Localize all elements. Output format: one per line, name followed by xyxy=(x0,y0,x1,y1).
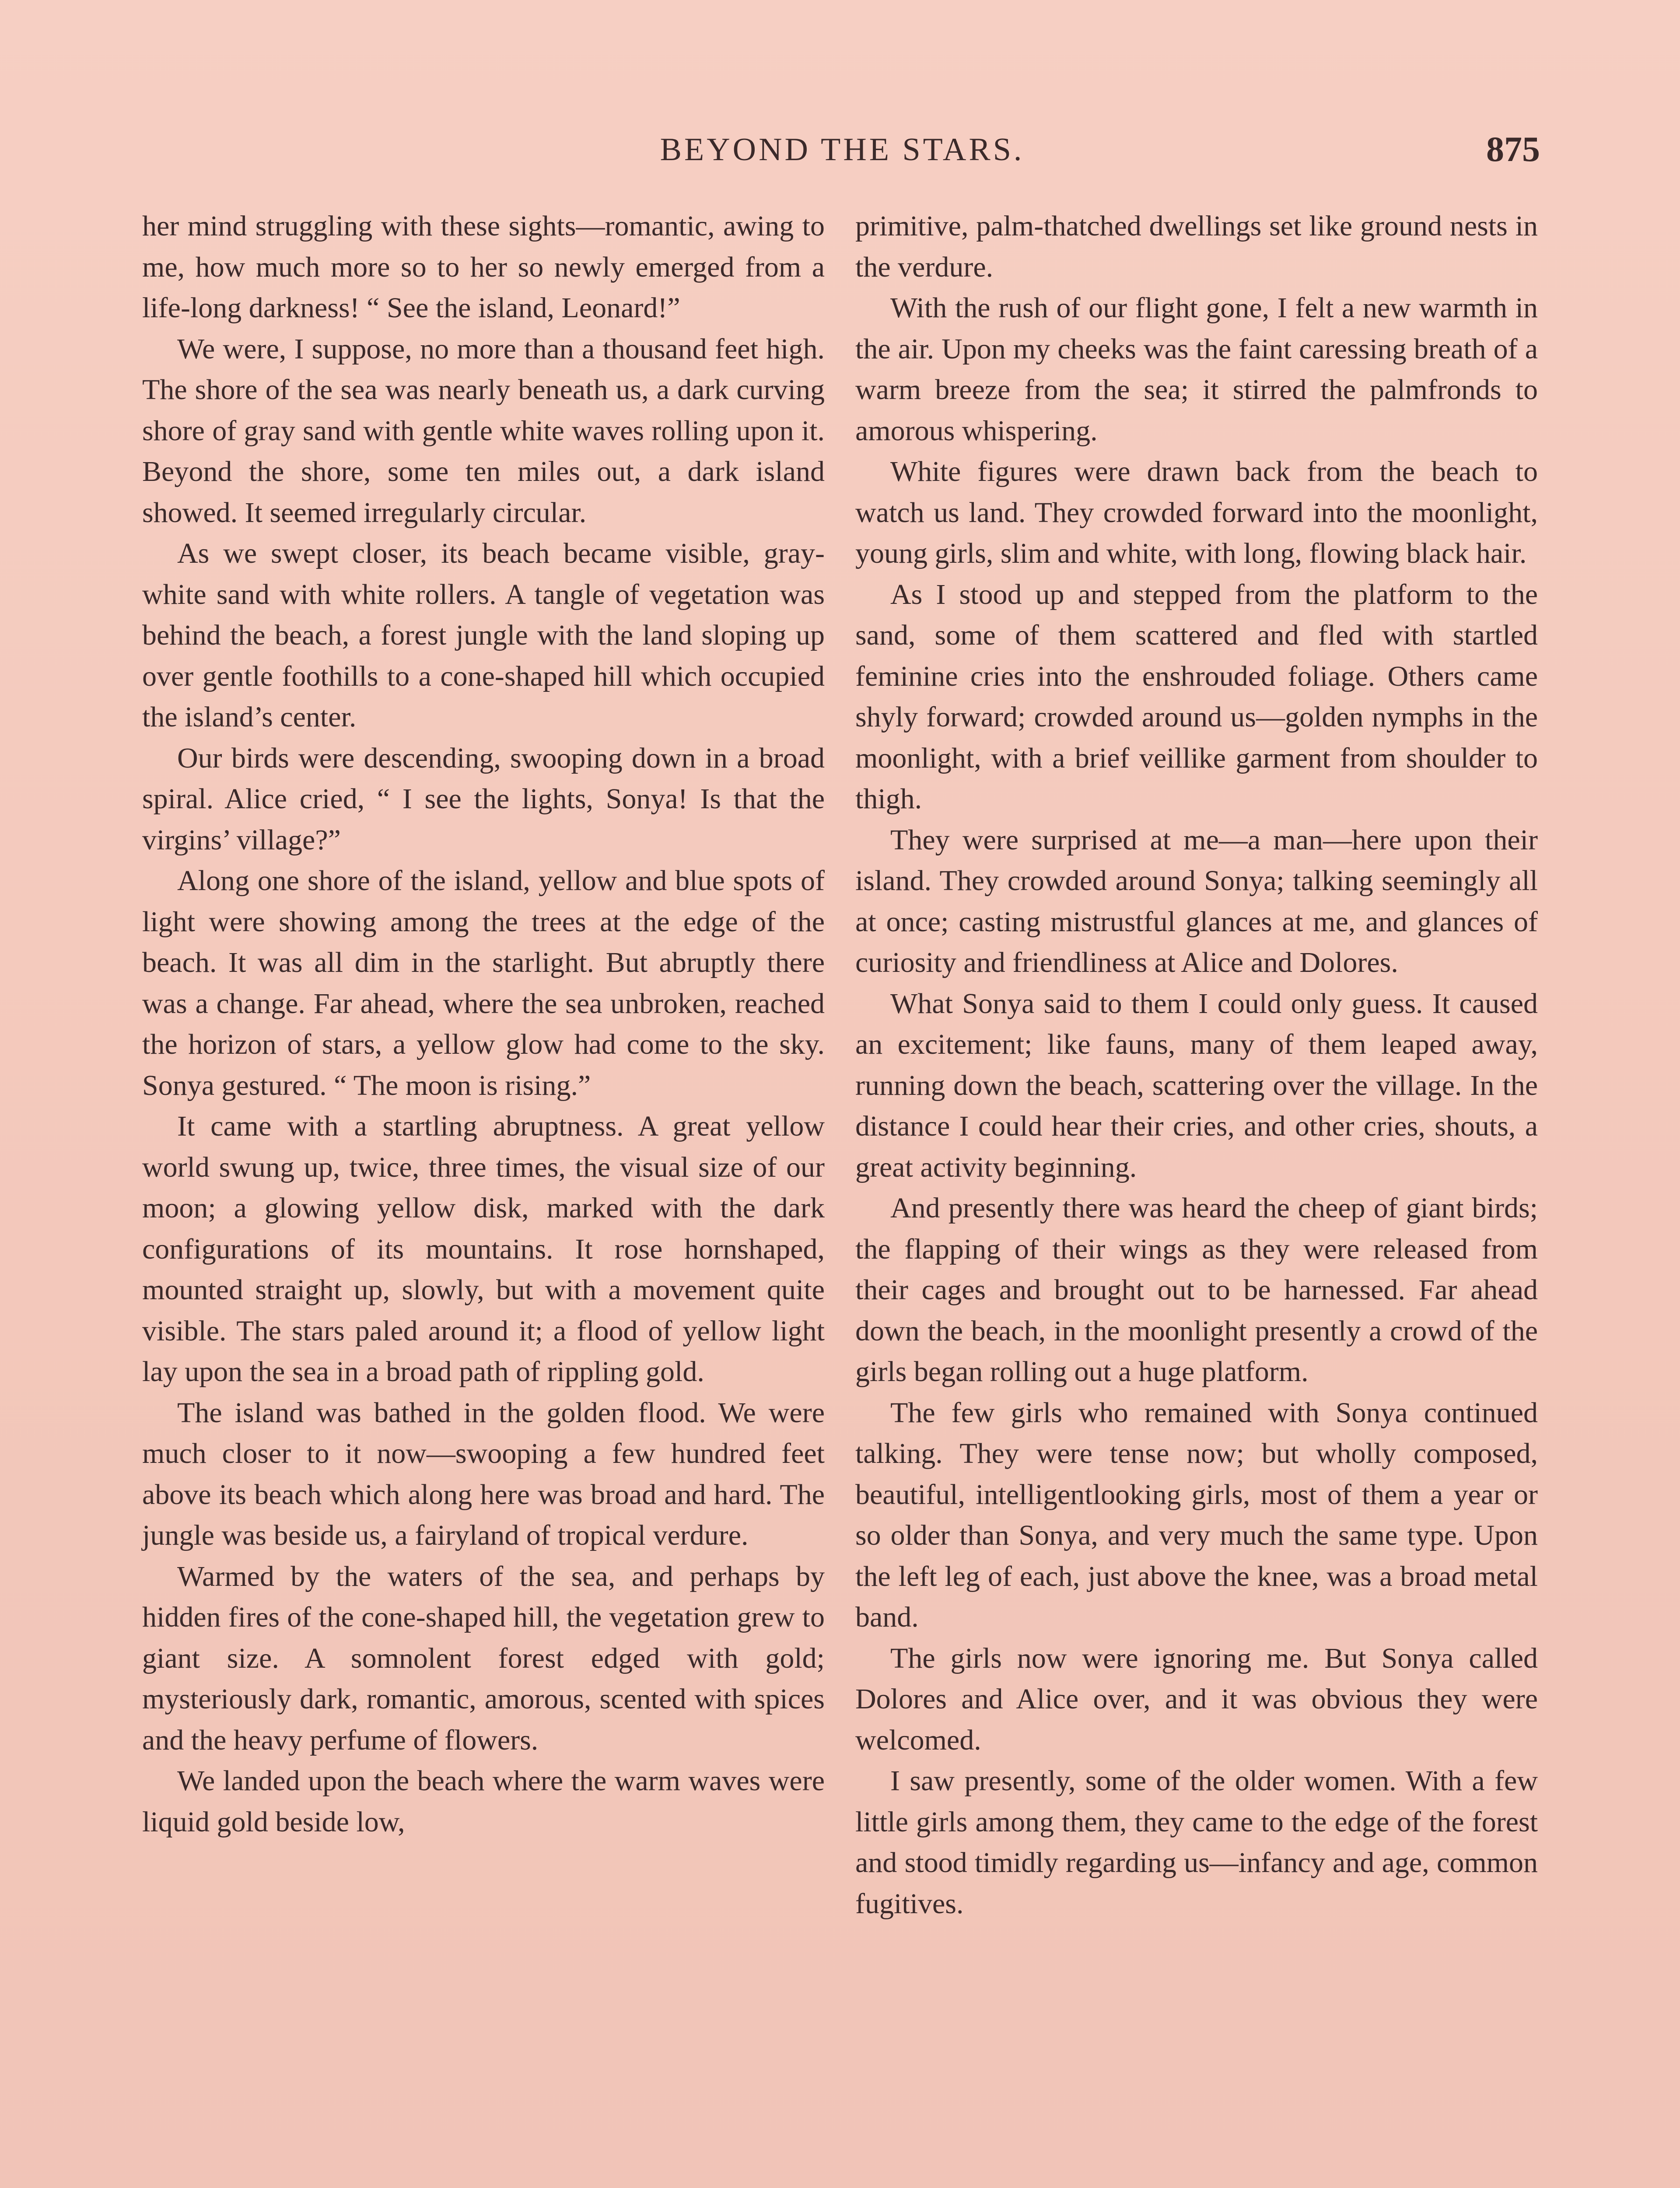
right-column xyxy=(855,206,1538,1924)
paragraph: They were surprised at me—a man—here upon their island. They crowded around Sonya; talking seemingly all at once; casting mistrustful glances at me, and glances of curiosity and friendliness at Alice and Dolores. xyxy=(855,824,1538,978)
paragraph: And presently there was heard the cheep of giant birds; the flapping of their wings as they were released from their cages and brought out to be harnessed. Far ahead down the beach, in the moonlight presently a crowd of the girls began rolling out a huge platform. xyxy=(855,1192,1538,1388)
paragraph: The island was bathed in the golden flood. We were much closer to it now—swooping a few hundred feet above its beach which along here was broad and hard. The jungle was beside us, a fairyland of tropical verdure. xyxy=(142,1396,825,1551)
paragraph: We were, I suppose, no more than a thousand feet high. The shore of the sea was nearly beneath us, a dark curving shore of gray sand with gentle white waves rolling upon it. Beyond the shore, some ten miles out, a dark island showed. It seemed irregularly circular. xyxy=(142,333,825,529)
page-header xyxy=(144,131,1540,179)
paragraph: Warmed by the waters of the sea, and perhaps by hidden fires of the cone-shaped hill, the vegetation grew to giant size. A somnolent forest edged with gold; mysteriously dark, romantic, amorous, scented with spices and the heavy perfume of flowers. xyxy=(142,1560,825,1756)
running-title: BEYOND THE STARS. xyxy=(660,132,1025,168)
page-number: 875 xyxy=(1486,129,1540,169)
paragraph: What Sonya said to them I could only guess. It caused an excitement; like fauns, many of them leaped away, running down the beach, scattering over the village. In the distance I could hear their cries, and other cries, shouts, a great activity beginning. xyxy=(855,987,1538,1183)
paragraph: her mind struggling with these sights—romantic, awing to me, how much more so to her so newly emerged from a life-long darkness! “ See the island, Leonard!” xyxy=(142,210,825,324)
paragraph: The girls now were ignoring me. But Sonya called Dolores and Alice over, and it was obvious they were welcomed. xyxy=(855,1642,1538,1756)
paragraph: The few girls who remained with Sonya continued talking. They were tense now; but wholly composed, beautiful, intelligentlooking girls, most of them a year or so older than Sonya, and very much the same type. Upon the left leg of each, just above the knee, was a broad metal band. xyxy=(855,1396,1538,1633)
paragraph: It came with a startling abruptness. A great yellow world swung up, twice, three times, the visual size of our moon; a glowing yellow disk, marked with the dark configurations of its mountains. It rose hornshaped, mounted straight up, slowly, but with a movement quite visible. The stars paled around it; a flood of yellow light lay upon the sea in a broad path of rippling gold. xyxy=(142,1110,825,1388)
paragraph: With the rush of our flight gone, I felt a new warmth in the air. Upon my cheeks was the faint caressing breath of a warm breeze from the sea; it stirred the palmfronds to amorous whispering. xyxy=(855,292,1538,447)
paragraph: As we swept closer, its beach became visible, gray-white sand with white rollers. A tangle of vegetation was behind the beach, a forest jungle with the land sloping up over gentle foothills to a cone-shaped hill which occupied the island’s center. xyxy=(142,537,825,733)
left-column xyxy=(142,206,825,1842)
paragraph: Our birds were descending, swooping down in a broad spiral. Alice cried, “ I see the lights, Sonya! Is that the virgins’ village?” xyxy=(142,742,825,856)
paragraph: White figures were drawn back from the beach to watch us land. They crowded forward into the moonlight, young girls, slim and white, with long, flowing black hair. xyxy=(855,456,1538,569)
paragraph: As I stood up and stepped from the platform to the sand, some of them scattered and fled with startled feminine cries into the enshrouded foliage. Others came shyly forward; crowded around us—golden nymphs in the moonlight, with a brief veillike garment from shoulder to thigh. xyxy=(855,578,1538,815)
paragraph: I saw presently, some of the older women. With a few little girls among them, they came to the edge of the forest and stood timidly regarding us—infancy and age, common fugitives. xyxy=(855,1765,1538,1920)
paragraph: Along one shore of the island, yellow and blue spots of light were showing among the trees at the edge of the beach. It was all dim in the starlight. But abruptly there was a change. Far ahead, where the sea unbroken, reached the horizon of stars, a yellow glow had come to the sky. Sonya gestured. “ The moon is rising.” xyxy=(142,865,825,1101)
paragraph: We landed upon the beach where the warm waves were liquid gold beside low, xyxy=(142,1765,825,1838)
paragraph: primitive, palm-thatched dwellings set like ground nests in the verdure. xyxy=(855,210,1538,283)
